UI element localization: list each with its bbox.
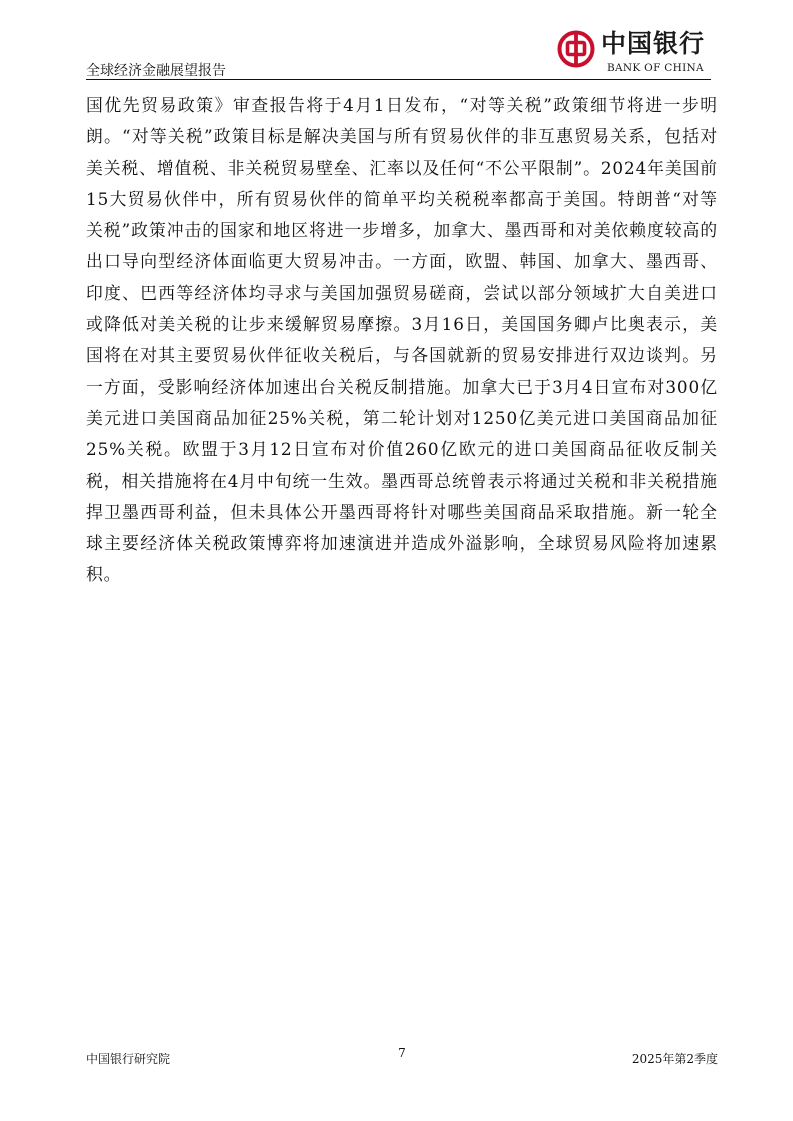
footer-institute: 中国银行研究院 [86,1052,171,1066]
page-footer [86,1046,718,1070]
page-number: 7 [398,1046,406,1060]
footer-period: 2025年第2季度 [631,1052,718,1066]
bank-logo [557,28,711,78]
report-title: 全球经济金融展望报告 [86,63,226,79]
body-paragraph: 国优先贸易政策》审查报告将于4月1日发布，“对等关税”政策细节将进一步明朗。“对等关税”政策目标是解决美国与所有贸易伙伴的非互惠贸易关系，包括对美关税、增值税、非关税贸易壁垒、汇率以及任何“不公平限制”。2024年美国前15大贸易伙伴中，所有贸易伙伴的简单平均关税税率都高于美国。特朗普“对等关税”政策冲击的国家和地区将进一步增多，加拿大、墨西哥和对美依赖度较高的出口导向型经济体面临更大贸易冲击。一方面，欧盟、韩国、加拿大、墨西哥、印度、巴西等经济体均寻求与美国加强贸易磋商，尝试以部分领域扩大自美进口或降低对美关税的让步来缓解贸易摩擦。3月16日，美国国务卿卢比奥表示，美国将在对其主要贸易伙伴征收关税后，与各国就新的贸易安排进行双边谈判。另一方面，受影响经济体加速出台关税反制措施。加拿大已于3月4日宣布对300亿美元进口美国商品加征25%关税，第二轮计划对1250亿美元进口美国商品加征25%关税。欧盟于3月12日宣布对价值260亿欧元的进口美国商品征收反制关税，相关措施将在4月中旬统一生效。墨西哥总统曾表示将通过关税和非关税措施捍卫墨西哥利益，但未具体公开墨西哥将针对哪些美国商品采取措施。新一轮全球主要经济体关税政策博弈将加速演进并造成外溢影响，全球贸易风险将加速累积。 [86,95,718,585]
header-divider [86,79,711,80]
bank-english-name: BANK OF CHINA [607,62,704,74]
bank-chinese-name: 中国银行 [601,29,706,58]
bank-of-china-logo-icon [557,30,595,68]
page-header [86,28,711,80]
